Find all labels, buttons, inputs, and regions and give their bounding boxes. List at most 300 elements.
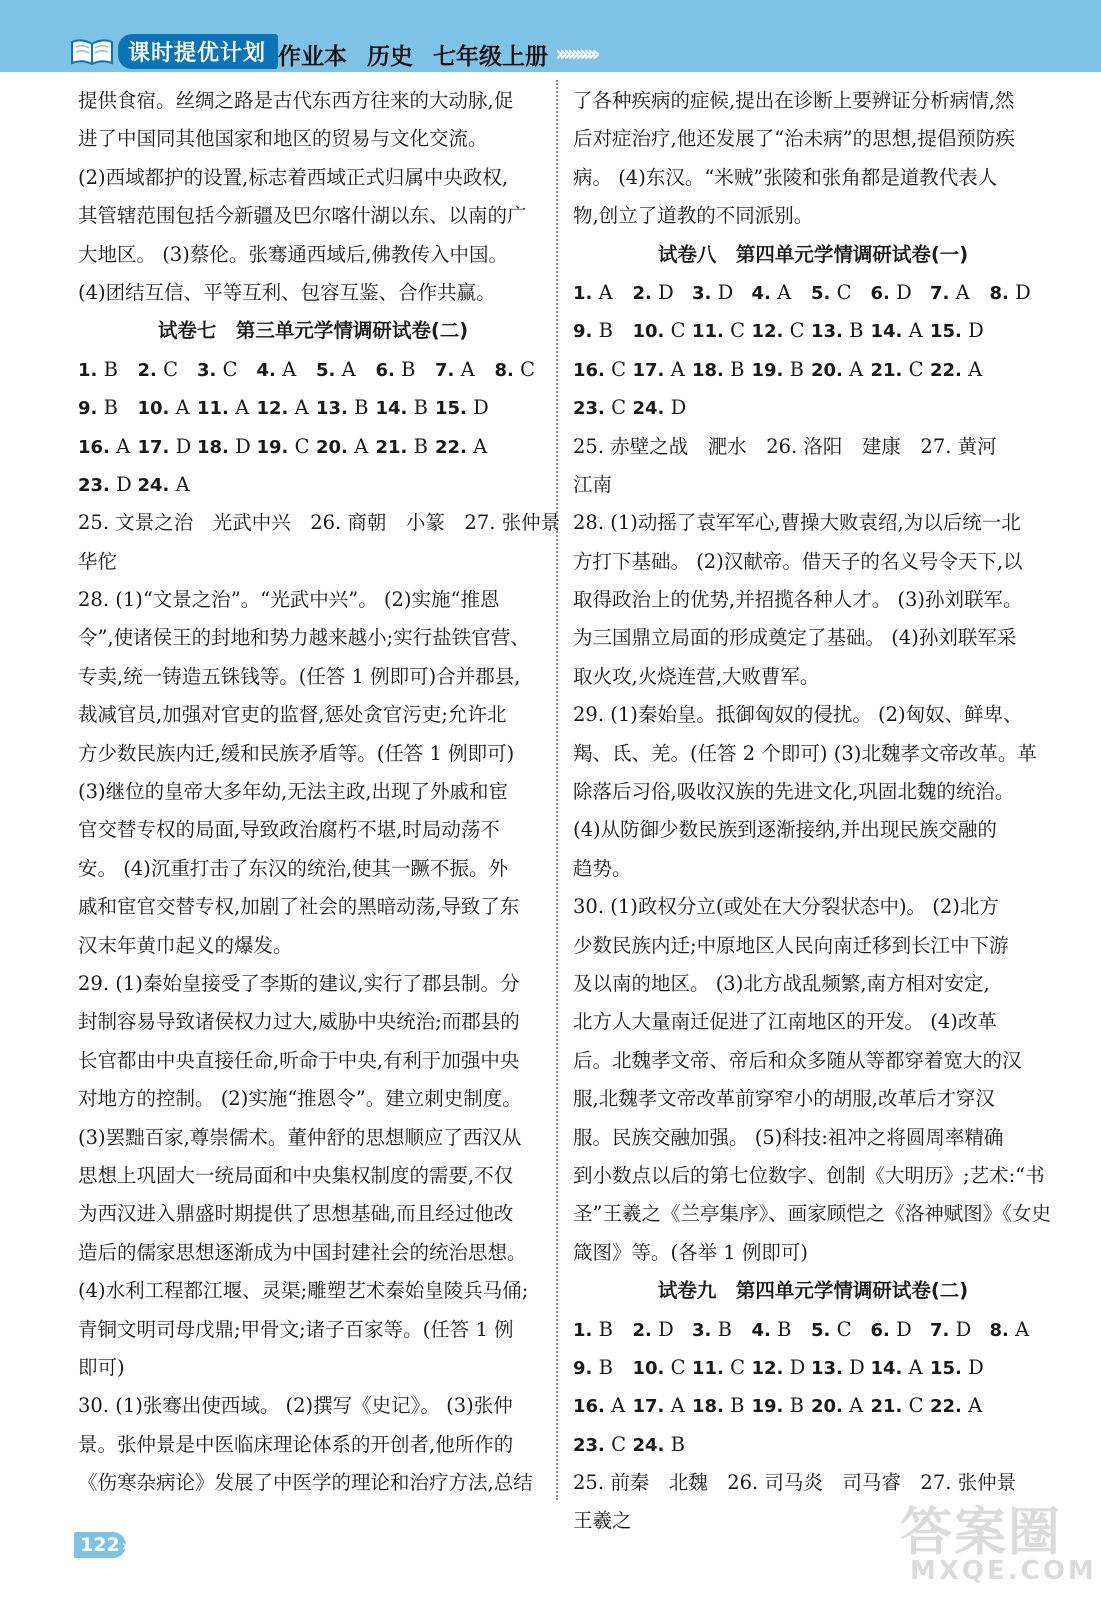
answer-item: [138, 389, 198, 427]
question-number: 13.: [811, 1357, 843, 1379]
answer-choice: A: [670, 1394, 685, 1418]
text-line: 专卖,统一铸造五铢钱等。(任答 1 例即可)合并郡县,: [78, 664, 521, 688]
answer-choice: A: [282, 357, 297, 381]
left-intro-text: [78, 82, 548, 312]
question-number: 10.: [632, 321, 665, 343]
answer-choice: D: [175, 434, 192, 458]
answer-choice: A: [235, 396, 250, 420]
text-line: 进了中国同其他国家和地区的贸易与文化交流。: [78, 127, 488, 151]
answer-choice: D: [658, 1317, 674, 1341]
answer-choice: D: [955, 1317, 972, 1341]
answer-row: [78, 351, 548, 389]
question-number: 1.: [573, 282, 593, 304]
question-number: 4.: [751, 1319, 771, 1341]
text-line: (2)西域都护的设置,标志着西域正式归属中央政权,: [78, 165, 509, 189]
text-line: 后对症治疗,他还发展了“治未病”的思想,提倡预防疾: [573, 127, 1015, 151]
right-body-text-paper-8: [573, 428, 1053, 1273]
text-line: 王羲之: [573, 1509, 632, 1533]
text-line: 29. (1)秦始皇。抵御匈奴的侵扰。 (2)匈奴、鲜卑、: [573, 703, 1023, 727]
question-number: 20.: [316, 436, 348, 458]
answer-item: [811, 1387, 871, 1425]
answer-choice: A: [116, 434, 131, 458]
answer-item: [138, 351, 198, 389]
answer-choice: A: [955, 280, 970, 304]
question-number: 16.: [78, 436, 110, 458]
answer-choice: B: [730, 357, 745, 381]
answer-choice: A: [598, 280, 613, 304]
section-heading-paper-9: 试卷九 第四单元学情调研试卷(二): [657, 1279, 969, 1303]
answer-row: [573, 1311, 1053, 1349]
answer-item: [811, 274, 871, 312]
text-line: 25. 赤壁之战 淝水 26. 洛阳 建康 27. 黄河: [573, 434, 997, 458]
text-line: (4)水利工程都江堰、灵渠;雕塑艺术秦始皇陵兵马俑;: [78, 1279, 529, 1303]
question-number: 15.: [930, 1357, 962, 1379]
question-number: 8.: [989, 282, 1009, 304]
answer-choice: B: [103, 357, 118, 381]
answer-row: [573, 312, 1053, 350]
question-number: 8.: [989, 1319, 1009, 1341]
answer-item: [633, 1349, 693, 1387]
answer-item: [692, 1349, 752, 1387]
question-number: 9.: [573, 1357, 593, 1379]
answer-choice: B: [717, 1317, 732, 1341]
answer-item: [871, 1387, 931, 1425]
answer-item: [633, 1426, 693, 1464]
question-number: 12.: [751, 321, 784, 343]
question-number: 15.: [930, 321, 962, 343]
answer-choice: D: [849, 1355, 865, 1379]
question-number: 10.: [632, 1357, 665, 1379]
text-line: (3)继位的皇帝大多年幼,无法主政,出现了外戚和宦: [78, 780, 509, 804]
question-number: 17.: [137, 436, 170, 458]
text-line: 为三国鼎立局面的形成奠定了基础。 (4)孙刘联军采: [573, 626, 1017, 650]
answer-choice: B: [401, 357, 416, 381]
answer-item: [871, 274, 931, 312]
text-line: 令”,使诸侯王的封地和势力越来越小;实行盐铁官营、: [78, 626, 530, 650]
text-line: 30. (1)政权分立(或处在大分裂状态中)。 (2)北方: [573, 895, 999, 919]
answer-choice: C: [294, 434, 310, 458]
answer-item: [990, 1311, 1050, 1349]
question-number: 3.: [692, 282, 712, 304]
answer-item: [573, 351, 633, 389]
question-number: 3.: [197, 359, 217, 381]
answer-choice: A: [473, 434, 488, 458]
answer-item: [573, 1426, 633, 1464]
brand-name: 课时提优计划: [118, 34, 278, 69]
text-line: 安。 (4)沉重打击了东汉的统治,使其一蹶不振。外: [78, 856, 509, 880]
question-number: 24.: [632, 398, 665, 420]
question-number: 21.: [870, 1396, 903, 1418]
answer-item: [573, 312, 633, 350]
answer-item: [435, 389, 495, 427]
answer-item: [692, 274, 752, 312]
answer-choice: D: [473, 396, 489, 420]
question-number: 19.: [751, 359, 784, 381]
answer-row: [573, 1426, 1053, 1464]
header-bar: [0, 0, 1101, 72]
answer-item: [633, 274, 693, 312]
text-line: 25. 文景之治 光武中兴 26. 商朝 小篆 27. 张仲景: [78, 511, 561, 535]
book-title: 作业本 历史 七年级上册: [278, 44, 549, 70]
answer-choice: A: [341, 357, 356, 381]
text-line: 圣”王羲之《兰亭集序》、画家顾恺之《洛神赋图》《女史: [573, 1202, 1051, 1226]
answer-choice: C: [789, 319, 805, 343]
answer-choice: B: [354, 396, 369, 420]
text-line: 趋势。: [573, 856, 632, 880]
answer-item: [573, 1311, 633, 1349]
answer-item: [871, 1349, 931, 1387]
question-number: 6.: [870, 282, 890, 304]
answer-item: [316, 389, 376, 427]
answer-choice: A: [175, 472, 190, 496]
answer-choice: C: [670, 319, 686, 343]
right-column: [573, 82, 1053, 1541]
answer-choice: D: [1015, 280, 1031, 304]
text-line: 物,创立了道教的不同派别。: [573, 204, 814, 228]
question-number: 1.: [78, 359, 98, 381]
question-number: 21.: [375, 436, 408, 458]
text-line: 服。民族交融加强。 (5)科技:祖冲之将圆周率精确: [573, 1125, 1004, 1149]
answer-item: [752, 1349, 812, 1387]
text-line: 汉末年黄巾起义的爆发。: [78, 933, 293, 957]
question-number: 4.: [751, 282, 771, 304]
answer-item: [495, 351, 555, 389]
text-line: 其管辖范围包括今新疆及巴尔喀什湖以东、以南的广: [78, 204, 527, 228]
question-number: 22.: [930, 359, 962, 381]
text-line: 服,北魏孝文帝改革前穿窄小的胡服,改革后才穿汉: [573, 1087, 995, 1111]
answer-choice: D: [658, 280, 674, 304]
answer-item: [930, 274, 990, 312]
left-body-text: [78, 504, 561, 1502]
answer-item: [930, 351, 990, 389]
question-number: 5.: [316, 359, 336, 381]
question-number: 21.: [870, 359, 903, 381]
question-number: 11.: [692, 1357, 724, 1379]
answer-choice: C: [611, 396, 627, 420]
answer-choice: D: [235, 434, 251, 458]
answer-choice: A: [460, 357, 475, 381]
left-column: [78, 82, 561, 1502]
question-number: 22.: [435, 436, 467, 458]
answer-item: [811, 312, 871, 350]
answer-choice: C: [670, 1355, 686, 1379]
answer-choice: C: [222, 357, 238, 381]
answer-item: [633, 389, 693, 427]
question-number: 2.: [632, 1319, 652, 1341]
chevron-icon: »: [121, 1535, 133, 1555]
question-number: 10.: [137, 398, 170, 420]
answer-choice: B: [598, 1355, 613, 1379]
brand-logo: [70, 34, 278, 68]
answer-choice: C: [611, 357, 627, 381]
answer-item: [78, 428, 138, 466]
text-line: 病。 (4)东汉。“米贼”张陵和张角都是道教代表人: [573, 165, 998, 189]
answer-item: [752, 351, 812, 389]
answer-choice: D: [717, 280, 734, 304]
answer-choice: B: [789, 1394, 804, 1418]
question-number: 4.: [256, 359, 276, 381]
question-number: 7.: [930, 1319, 950, 1341]
answer-item: [573, 389, 633, 427]
answer-row: [573, 1387, 1053, 1425]
answer-item: [871, 351, 931, 389]
text-line: 《伤寒杂病论》发展了中医学的理论和治疗方法,总结: [78, 1471, 533, 1495]
answer-item: [811, 1349, 871, 1387]
answer-row: [573, 274, 1053, 312]
answer-row: [78, 428, 548, 466]
answer-choice: C: [908, 1394, 924, 1418]
chevron-decoration-icon: ››››››››››: [555, 42, 596, 67]
answer-item: [633, 1311, 693, 1349]
answer-item: [930, 312, 990, 350]
text-line: 及以南的地区。 (3)北方战乱频繁,南方相对安定,: [573, 971, 990, 995]
text-line: 江南: [573, 472, 613, 496]
answer-item: [435, 351, 495, 389]
answer-choice: C: [611, 1432, 627, 1456]
open-book-icon: [70, 36, 114, 66]
text-line: 箴图》等。(各举 1 例即可): [573, 1240, 809, 1264]
answer-choice: B: [598, 1317, 613, 1341]
answer-choice: B: [598, 319, 613, 343]
answer-choice: D: [116, 472, 132, 496]
answer-choice: A: [1015, 1317, 1030, 1341]
answer-item: [573, 1349, 633, 1387]
text-line: 了各种疾病的症候,提出在诊断上要辨证分析病情,然: [573, 89, 1015, 112]
text-line: 30. (1)张骞出使西域。 (2)撰写《史记》。 (3)张仲: [78, 1394, 513, 1418]
text-line: (4)团结互信、平等互利、包容互鉴、合作共赢。: [78, 280, 496, 304]
watermark-logo: [890, 1490, 1097, 1595]
answer-choice: A: [849, 1394, 864, 1418]
question-number: 3.: [692, 1319, 712, 1341]
answer-choice: A: [908, 319, 923, 343]
answer-choice: A: [908, 1355, 923, 1379]
question-number: 8.: [494, 359, 514, 381]
question-number: 14.: [870, 1357, 903, 1379]
text-line: 华佗: [78, 549, 118, 573]
text-line: 封制容易导致诸侯权力过大,威胁中央统治;而郡县的: [78, 1010, 520, 1034]
answer-choice: B: [670, 1432, 685, 1456]
answer-item: [692, 1311, 752, 1349]
answer-item: [316, 351, 376, 389]
question-number: 18.: [692, 1396, 724, 1418]
answer-item: [257, 389, 317, 427]
answer-row: [573, 389, 1053, 427]
question-number: 12.: [256, 398, 289, 420]
question-number: 20.: [811, 359, 843, 381]
answer-choice: D: [670, 396, 687, 420]
question-number: 16.: [573, 1396, 605, 1418]
answer-item: [316, 428, 376, 466]
question-number: 16.: [573, 359, 605, 381]
answer-choice: A: [294, 396, 309, 420]
question-number: 18.: [692, 359, 724, 381]
question-number: 7.: [435, 359, 455, 381]
text-line: 思想上巩固大一统局面和中央集权制度的需要,不仅: [78, 1163, 514, 1187]
answer-item: [633, 1387, 693, 1425]
answer-row: [573, 351, 1053, 389]
question-number: 15.: [435, 398, 467, 420]
answer-choice: D: [968, 1355, 984, 1379]
text-line: 戚和宦官交替专权,加剧了社会的黑暗动荡,导致了东: [78, 895, 520, 919]
question-number: 19.: [256, 436, 289, 458]
text-line: 造后的儒家思想逐渐成为中国封建社会的统治思想。: [78, 1240, 527, 1264]
question-number: 12.: [751, 1357, 784, 1379]
answer-choice: A: [968, 1394, 983, 1418]
answer-choice: A: [968, 357, 983, 381]
answer-item: [376, 351, 436, 389]
question-number: 9.: [78, 398, 98, 420]
question-number: 11.: [197, 398, 229, 420]
question-number: 1.: [573, 1319, 593, 1341]
text-line: 方打下基础。 (2)汉献帝。借天子的名义号令天下,以: [573, 549, 1023, 573]
question-number: 5.: [811, 1319, 831, 1341]
answer-item: [930, 1311, 990, 1349]
answer-item: [257, 351, 317, 389]
answer-choice: A: [670, 357, 685, 381]
page-number: [74, 1532, 133, 1558]
text-line: 少数民族内迁;中原地区人民向南迁移到长江中下游: [573, 933, 1009, 957]
answer-choice: D: [896, 1317, 912, 1341]
answer-item: [573, 274, 633, 312]
answer-item: [930, 1387, 990, 1425]
question-number: 20.: [811, 1396, 843, 1418]
text-line: 取火攻,火烧连营,大败曹军。: [573, 664, 820, 688]
question-number: 23.: [78, 474, 110, 496]
answer-choice: C: [836, 280, 852, 304]
answer-item: [752, 274, 812, 312]
answer-choice: B: [849, 319, 864, 343]
answer-choice: C: [730, 1355, 746, 1379]
text-line: 28. (1)“文景之治”。“光武中兴”。 (2)实施“推恩: [78, 588, 500, 612]
answer-grid-paper-8: [573, 274, 1053, 428]
answer-item: [752, 1387, 812, 1425]
answer-item: [811, 351, 871, 389]
question-number: 24.: [632, 1434, 665, 1456]
answer-choice: D: [968, 319, 984, 343]
answer-item: [573, 1387, 633, 1425]
answer-item: [376, 389, 436, 427]
section-heading-paper-8: 试卷八 第四单元学情调研试卷(一): [657, 242, 969, 266]
text-line: 提供食宿。丝绸之路是古代东西方往来的大动脉,促: [78, 89, 514, 112]
answer-choice: C: [908, 357, 924, 381]
text-line: 裁减官员,加强对官吏的监督,惩处贪官污吏;允许北: [78, 703, 507, 727]
answer-row: [78, 466, 548, 504]
answer-choice: A: [611, 1394, 626, 1418]
answer-choice: B: [413, 434, 428, 458]
question-number: 23.: [573, 1434, 605, 1456]
answer-item: [633, 351, 693, 389]
text-line: 青铜文明司母戊鼎;甲骨文;诸子百家等。(任答 1 例: [78, 1317, 514, 1341]
question-number: 9.: [573, 321, 593, 343]
answer-choice: B: [413, 396, 428, 420]
answer-grid-paper-9: [573, 1311, 1053, 1465]
answer-choice: B: [789, 357, 804, 381]
question-number: 2.: [632, 282, 652, 304]
answer-item: [871, 1311, 931, 1349]
answer-item: [752, 312, 812, 350]
answer-item: [376, 428, 436, 466]
answer-item: [78, 351, 138, 389]
answer-choice: D: [896, 280, 912, 304]
text-line: (3)罢黜百家,尊崇儒术。董仲舒的思想顺应了西汉从: [78, 1125, 522, 1149]
text-line: 25. 前秦 北魏 26. 司马炎 司马睿 27. 张仲景: [573, 1471, 1017, 1495]
answer-choice: C: [836, 1317, 852, 1341]
answer-item: [752, 1311, 812, 1349]
text-line: 取得政治上的优势,并招揽各种人才。 (3)孙刘联军。: [573, 588, 1023, 612]
text-line: 后。北魏孝文帝、帝后和众多随从等都穿着宽大的汉: [573, 1048, 1022, 1072]
text-line: 29. (1)秦始皇接受了李斯的建议,实行了郡县制。分: [78, 971, 520, 995]
answer-row: [78, 389, 548, 427]
text-line: 方少数民族内迁,缓和民族矛盾等。(任答 1 例即可): [78, 741, 515, 765]
answer-item: [197, 351, 257, 389]
answer-item: [197, 389, 257, 427]
text-line: (4)从防御少数民族到逐渐接纳,并出现民族交融的: [573, 818, 997, 842]
answer-item: [138, 428, 198, 466]
right-intro-text: [573, 82, 1053, 236]
text-line: 景。张仲景是中医临床理论体系的开创者,他所作的: [78, 1432, 514, 1456]
answer-choice: A: [777, 280, 792, 304]
question-number: 13.: [316, 398, 348, 420]
question-number: 19.: [751, 1396, 784, 1418]
column-divider: [556, 80, 558, 1500]
question-number: 23.: [573, 398, 605, 420]
text-line: 羯、氐、羌。(任答 2 个即可) (3)北魏孝文帝改革。革: [573, 741, 1037, 765]
text-line: 除落后习俗,吸收汉族的先进文化,巩固北魏的统治。: [573, 780, 1015, 804]
text-line: 大地区。 (3)蔡伦。张骞通西域后,佛教传入中国。: [78, 242, 509, 266]
question-number: 6.: [870, 1319, 890, 1341]
text-line: 对地方的控制。 (2)实施“推恩令”。建立刺史制度。: [78, 1087, 522, 1111]
answer-item: [78, 389, 138, 427]
answer-item: [930, 1349, 990, 1387]
answer-item: [692, 312, 752, 350]
page-number-label: 122: [80, 1534, 120, 1556]
answer-choice: B: [777, 1317, 792, 1341]
answer-choice: A: [175, 396, 190, 420]
text-line: 为西汉进入鼎盛时期提供了思想基础,而且经过他改: [78, 1202, 514, 1226]
answer-item: [138, 466, 198, 504]
answer-choice: C: [730, 319, 746, 343]
question-number: 17.: [632, 359, 665, 381]
question-number: 14.: [870, 321, 903, 343]
answer-item: [871, 312, 931, 350]
question-number: 6.: [375, 359, 395, 381]
text-line: 28. (1)动摇了袁军军心,曹操大败袁绍,为以后统一北: [573, 511, 1021, 535]
answer-item: [257, 428, 317, 466]
text-line: 即可): [78, 1355, 125, 1379]
answer-item: [692, 1387, 752, 1425]
text-line: 长官都由中央直接任命,听命于中央,有利于加强中央: [78, 1048, 520, 1072]
question-number: 7.: [930, 282, 950, 304]
answer-choice: B: [103, 396, 118, 420]
text-line: 官交替专权的局面,导致政治腐朽不堪,时局动荡不: [78, 818, 500, 842]
section-heading-paper-7: 试卷七 第三单元学情调研试卷(二): [157, 319, 469, 343]
answer-choice: A: [354, 434, 369, 458]
answer-choice: C: [520, 357, 535, 381]
answer-item: [990, 274, 1050, 312]
answer-item: [811, 1311, 871, 1349]
watermark-main: 答案圈: [900, 1503, 1063, 1563]
answer-item: [197, 428, 257, 466]
question-number: 14.: [375, 398, 408, 420]
text-line: 到小数点以后的第七位数字、创制《大明历》;艺术:“书: [573, 1163, 1045, 1187]
answer-choice: B: [730, 1394, 745, 1418]
question-number: 17.: [632, 1396, 665, 1418]
answer-choice: C: [163, 357, 178, 381]
answer-item: [633, 312, 693, 350]
question-number: 22.: [930, 1396, 962, 1418]
watermark-site: MXQE.COM: [910, 1556, 1097, 1586]
answer-item: [435, 428, 495, 466]
